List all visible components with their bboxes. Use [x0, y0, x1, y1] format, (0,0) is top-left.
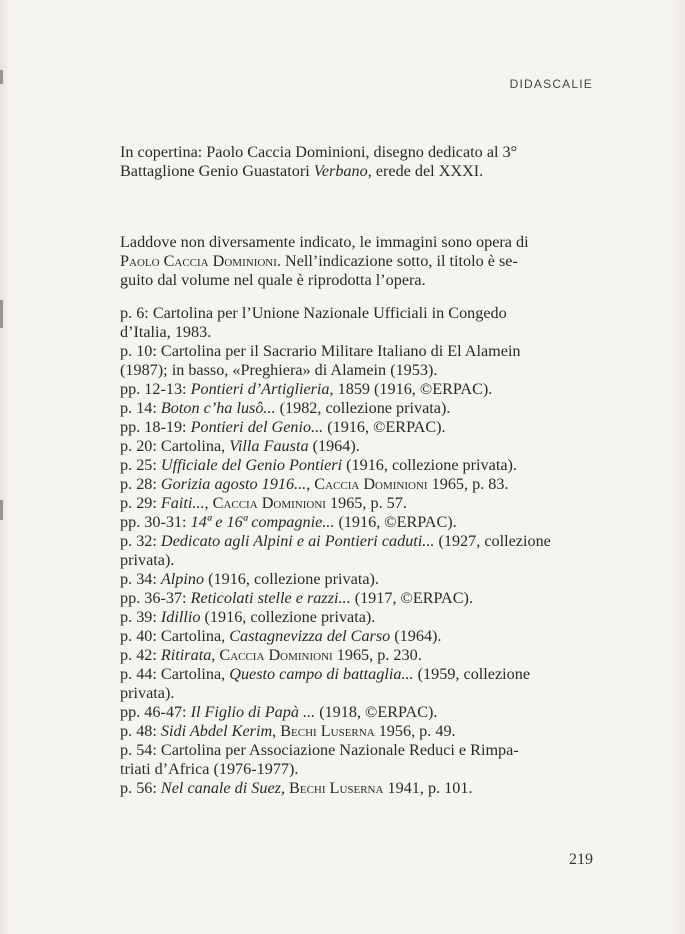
caption-entry-part: p. 14: — [120, 399, 161, 417]
caption-entry — [120, 570, 594, 589]
caption-entry-part: p. 29: — [120, 494, 161, 512]
caption-entry-continuation: triati d’Africa (1976-1977). — [120, 760, 299, 778]
caption-entry-part: Alpino — [160, 570, 205, 588]
caption-entry-part: p. 28: — [120, 475, 161, 493]
caption-entry-part: p. 48: — [120, 722, 161, 740]
caption-entry — [120, 703, 594, 722]
intro-text-c: guito dal volume nel quale è riprodotta l’opera. — [120, 271, 426, 289]
caption-entry-part: pp. 18-19: — [120, 418, 191, 436]
caption-entry-part: Nel canale di Suez — [160, 779, 281, 797]
caption-entry-continuation: d’Italia, 1983. — [120, 323, 212, 341]
caption-entry-part: p. 6: Cartolina per l’Unione Nazionale Ufficiali in Congedo — [120, 304, 507, 322]
caption-entry-part: p. 10: Cartolina per il Sacrario Militare Italiano di El Alamein — [120, 342, 521, 360]
caption-entry — [120, 779, 594, 798]
caption-entry-part: 14ª e 16ª compagnie... — [190, 513, 335, 531]
caption-entry-part: pp. 30-31: — [120, 513, 191, 531]
caption-entry-part: Ufficiale del Genio Pontieri — [160, 456, 343, 474]
caption-entry — [120, 608, 594, 627]
caption-entry-part: Gorizia agosto 1916... — [160, 475, 307, 493]
caption-entry-part: , 1859 (1916, ©ERPAC). — [329, 380, 493, 398]
caption-entry — [120, 627, 594, 646]
caption-entry-part: pp. 46-47: — [120, 703, 191, 721]
caption-entry-part: Idillio — [160, 608, 201, 626]
caption-entry-part: Caccia Dominioni — [219, 646, 333, 664]
caption-entry-part: Il Figlio di Papà ... — [190, 703, 316, 721]
caption-entry — [120, 494, 594, 513]
caption-entry-part: pp. 36-37: — [120, 589, 191, 607]
caption-list — [120, 304, 594, 798]
cover-text-end: , erede del XXXI. — [367, 162, 484, 180]
caption-entry-part: Sidi Abdel Kerim — [160, 722, 273, 740]
cover-text-1: Paolo Caccia Dominioni, disegno dedicato al 3° — [206, 143, 518, 161]
caption-entry-part: Pontieri d’Artiglieria — [190, 380, 330, 398]
caption-entry-part: (1927, collezione — [434, 532, 551, 550]
caption-entry — [120, 665, 594, 703]
caption-entry-part: 1965, p. 230. — [332, 646, 422, 664]
caption-entry-part: Castagnevizza del Carso — [229, 627, 391, 645]
caption-entry-part: (1916, collezione privata). — [342, 456, 517, 474]
caption-entry-part: Questo campo di battaglia... — [229, 665, 414, 683]
cover-title: Verbano — [313, 162, 368, 180]
caption-entry — [120, 380, 594, 399]
caption-entry-continuation: privata). — [120, 551, 175, 569]
caption-entry-part: p. 42: — [120, 646, 161, 664]
caption-entry-part: Pontieri del Genio... — [190, 418, 324, 436]
caption-entry-part: , — [306, 475, 315, 493]
caption-entry-part: 1965, p. 57. — [325, 494, 407, 512]
caption-entry-part: Caccia Dominioni — [212, 494, 326, 512]
caption-entry-part: , — [204, 494, 213, 512]
caption-entry-part: p. 20: Cartolina, — [120, 437, 230, 455]
caption-entry-part: p. 39: — [120, 608, 161, 626]
caption-entry-part: Villa Fausta — [229, 437, 309, 455]
binding-mark — [0, 500, 3, 520]
caption-entry-part: (1916, ©ERPAC). — [334, 513, 457, 531]
caption-entry-part: p. 25: — [120, 456, 161, 474]
caption-entry — [120, 475, 594, 494]
caption-entry-part: 1956, p. 49. — [374, 722, 456, 740]
caption-entry-part: (1916, collezione privata). — [200, 608, 376, 626]
caption-entry — [120, 722, 594, 741]
caption-entry — [120, 513, 594, 532]
intro-paragraph — [120, 233, 594, 290]
caption-entry-part: 1941, p. 101. — [383, 779, 473, 797]
caption-entry-part: (1917, ©ERPAC). — [350, 589, 473, 607]
caption-entry-part: p. 34: — [120, 570, 161, 588]
caption-entry-part: p. 32: — [120, 532, 161, 550]
caption-entry-part: p. 44: Cartolina, — [120, 665, 230, 683]
caption-entry-part: p. 40: Cartolina, — [120, 627, 230, 645]
caption-entry-part: p. 54: Cartolina per Associazione Nazionale Reduci e Rimpa- — [120, 741, 519, 759]
caption-entry-part: pp. 12-13: — [120, 380, 191, 398]
caption-entry-part: (1959, collezione — [413, 665, 531, 683]
page-number: 219 — [569, 851, 593, 868]
caption-entry-part: , — [272, 722, 281, 740]
caption-entry — [120, 741, 594, 779]
caption-entry — [120, 304, 594, 342]
caption-entry — [120, 418, 594, 437]
running-head: DIDASCALIE — [509, 77, 593, 91]
caption-entry — [120, 456, 594, 475]
caption-entry-part: , — [280, 779, 290, 797]
intro-text-b: . Nell’indicazione sotto, il titolo è se- — [276, 252, 518, 270]
binding-mark — [0, 300, 3, 328]
caption-entry-part: Bechi Luserna — [289, 779, 384, 797]
caption-entry — [120, 532, 594, 570]
caption-entry-part: Reticolati stelle e razzi... — [190, 589, 351, 607]
caption-entry-part: (1916, ©ERPAC). — [323, 418, 446, 436]
caption-entry-part: (1982, collezione privata). — [275, 399, 451, 417]
caption-entry — [120, 646, 594, 665]
intro-author: Paolo Caccia Dominioni — [120, 252, 277, 270]
cover-label: In copertina: — [120, 143, 207, 161]
caption-entry — [120, 437, 594, 456]
caption-entry-part: Boton c’ha lusô... — [160, 399, 276, 417]
cover-text-2: Battaglione Genio Guastatori — [120, 162, 314, 180]
caption-entry-part: (1916, collezione privata). — [204, 570, 379, 588]
caption-entry-part: Faiti... — [160, 494, 205, 512]
caption-entry-part: 1965, p. 83. — [427, 475, 509, 493]
cover-caption — [120, 143, 594, 181]
caption-entry-part: , — [211, 646, 220, 664]
caption-entry-part: Dedicato agli Alpini e ai Pontieri caduti... — [160, 532, 435, 550]
caption-entry-part: Caccia Dominioni — [314, 475, 428, 493]
caption-entry-part: Ritirata — [160, 646, 212, 664]
caption-entry-part: Bechi Luserna — [280, 722, 375, 740]
caption-entry-part: (1964). — [390, 627, 442, 645]
caption-entry-continuation: privata). — [120, 684, 175, 702]
caption-entry-part: (1964). — [308, 437, 360, 455]
binding-mark — [0, 70, 3, 84]
caption-entry-continuation: (1987); in basso, «Preghiera» di Alamein (1953). — [120, 361, 438, 379]
caption-entry — [120, 399, 594, 418]
caption-entry-part: (1918, ©ERPAC). — [315, 703, 438, 721]
caption-entry-part: p. 56: — [120, 779, 161, 797]
caption-entry — [120, 342, 594, 380]
intro-text-a: Laddove non diversamente indicato, le immagini sono opera di — [120, 233, 529, 251]
caption-entry — [120, 589, 594, 608]
